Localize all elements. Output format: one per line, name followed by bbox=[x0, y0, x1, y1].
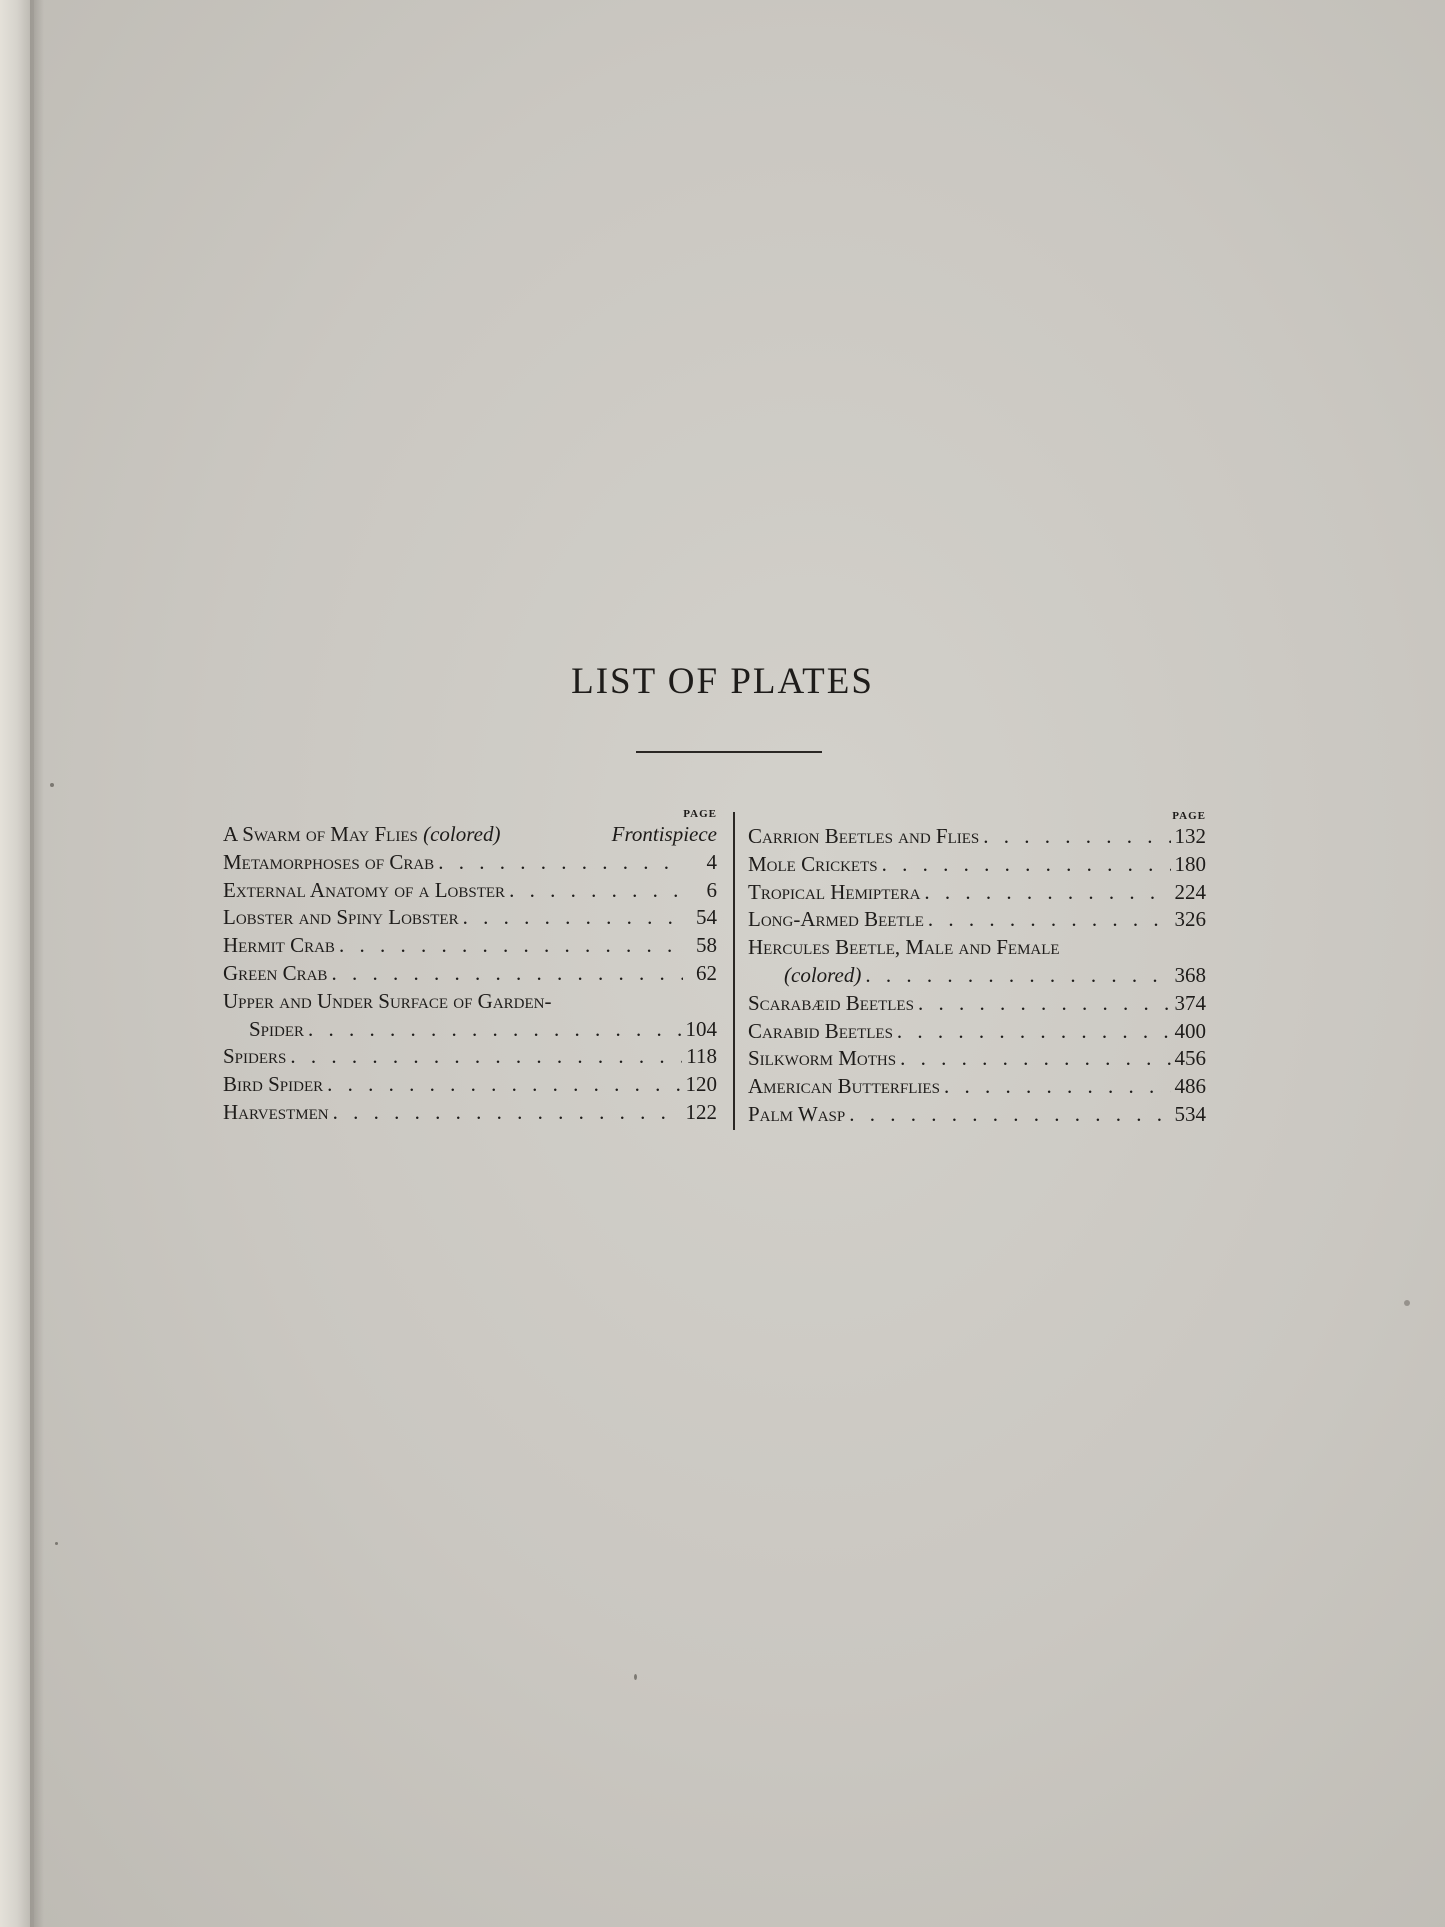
plate-title-text: Metamorphoses of Crab bbox=[223, 849, 435, 874]
plate-entry bbox=[223, 821, 717, 849]
gutter-shadow bbox=[30, 0, 44, 1927]
plate-page-number: 534 bbox=[1174, 1101, 1206, 1126]
plate-title bbox=[784, 962, 861, 990]
plate-page-number: 4 bbox=[706, 849, 717, 874]
plate-title-text: Hermit Crab bbox=[223, 933, 335, 958]
plate-title bbox=[223, 821, 500, 849]
plate-entry bbox=[223, 849, 717, 877]
plate-title-text: Spider bbox=[249, 1016, 305, 1041]
plate-entry bbox=[223, 960, 717, 988]
plate-title bbox=[223, 960, 327, 988]
plate-title bbox=[748, 906, 924, 934]
dot-leader bbox=[983, 823, 1170, 851]
paper-speck bbox=[1404, 1300, 1410, 1306]
plate-entry bbox=[223, 1071, 717, 1099]
plate-title-text: Hercules Beetle, Male and Female bbox=[748, 935, 1060, 960]
plate-title bbox=[223, 932, 335, 960]
paper-speck bbox=[55, 1542, 58, 1545]
plate-title bbox=[748, 851, 878, 879]
plate-title-text: Silkworm Moths bbox=[748, 1046, 897, 1071]
plates-list-left bbox=[223, 808, 717, 1127]
plate-page-number: 400 bbox=[1174, 1018, 1206, 1043]
plate-entry bbox=[223, 1043, 717, 1071]
plate-title-text: Carrion Beetles and Flies bbox=[748, 824, 980, 848]
plate-page-number: 180 bbox=[1174, 851, 1206, 876]
plate-entry bbox=[223, 877, 717, 905]
plate-entry bbox=[748, 962, 1206, 990]
dot-leader bbox=[327, 1071, 681, 1099]
plate-title-text: Spiders bbox=[223, 1044, 287, 1069]
plate-title bbox=[748, 1101, 845, 1129]
dot-leader bbox=[882, 851, 1171, 879]
plate-title bbox=[748, 1018, 893, 1046]
plate-title bbox=[223, 1099, 329, 1127]
plate-entry bbox=[748, 879, 1206, 907]
plate-entry bbox=[748, 1101, 1206, 1129]
plate-page-number: 132 bbox=[1174, 824, 1206, 848]
plate-page-number: 122 bbox=[685, 1099, 717, 1124]
plate-title-text: Palm Wasp bbox=[748, 1101, 846, 1126]
plate-title-text: External Anatomy of a Lobster bbox=[223, 877, 506, 902]
plate-title bbox=[223, 849, 434, 877]
plate-entry bbox=[223, 904, 717, 932]
plate-page-number: 120 bbox=[685, 1072, 717, 1097]
plate-title bbox=[748, 990, 914, 1018]
dot-leader bbox=[928, 906, 1171, 934]
plate-title-text: Bird Spider bbox=[223, 1072, 324, 1097]
dot-leader bbox=[333, 1099, 682, 1127]
plate-entry bbox=[748, 851, 1206, 879]
paper-speck bbox=[634, 1674, 637, 1680]
plate-title-text: Carabid Beetles bbox=[748, 1018, 893, 1043]
plate-title-text: Green Crab bbox=[223, 960, 328, 985]
plate-page-number: 224 bbox=[1174, 879, 1206, 904]
plate-title-text: American Butterflies bbox=[748, 1074, 940, 1099]
plate-title-text: Scarabæid Beetles bbox=[748, 990, 914, 1015]
plate-entry bbox=[223, 988, 717, 1016]
dot-leader bbox=[463, 904, 683, 932]
plate-title bbox=[748, 823, 979, 851]
plate-entry bbox=[748, 934, 1206, 962]
plate-title-text: Tropical Hemiptera bbox=[748, 879, 921, 904]
plate-title bbox=[223, 877, 505, 905]
plate-page-number: Frontispiece bbox=[611, 822, 717, 846]
plate-title bbox=[748, 1045, 896, 1073]
dot-leader bbox=[918, 990, 1171, 1018]
plate-page-number: 374 bbox=[1174, 990, 1206, 1015]
plate-entry bbox=[223, 1099, 717, 1127]
plate-page-number: 456 bbox=[1174, 1046, 1206, 1071]
dot-leader bbox=[308, 1016, 681, 1044]
plate-entry bbox=[748, 990, 1206, 1018]
dot-leader bbox=[944, 1073, 1171, 1101]
plate-page-number: 326 bbox=[1174, 907, 1206, 932]
plate-page-number: 6 bbox=[706, 877, 717, 902]
plate-page-number: 104 bbox=[685, 1016, 717, 1041]
plate-title bbox=[223, 904, 459, 932]
plate-entry bbox=[748, 906, 1206, 934]
plate-title-text: Harvestmen bbox=[223, 1099, 329, 1124]
dot-leader bbox=[331, 960, 683, 988]
plates-list-right bbox=[748, 810, 1206, 1129]
column-divider bbox=[733, 812, 735, 1130]
plate-note: (colored) bbox=[784, 962, 862, 987]
plate-entry bbox=[748, 823, 1206, 851]
plate-note: (colored) bbox=[423, 822, 501, 846]
plate-title bbox=[748, 934, 1060, 962]
dot-leader bbox=[438, 849, 683, 877]
plate-title-text: Lobster and Spiny Lobster bbox=[223, 905, 459, 930]
plate-entry bbox=[223, 932, 717, 960]
plate-entry bbox=[223, 1016, 717, 1044]
plate-title bbox=[748, 879, 920, 907]
plate-title-text: Upper and Under Surface of Garden- bbox=[223, 988, 552, 1013]
plate-page-number: 54 bbox=[696, 905, 717, 930]
title-rule bbox=[636, 751, 822, 753]
plate-title bbox=[223, 1043, 286, 1071]
paper-speck bbox=[50, 783, 54, 787]
dot-leader bbox=[509, 877, 683, 905]
plate-title bbox=[223, 988, 552, 1016]
plate-title-text: A Swarm of May Flies bbox=[223, 822, 418, 846]
plate-entry bbox=[748, 1045, 1206, 1073]
dot-leader bbox=[897, 1018, 1171, 1046]
dot-leader bbox=[339, 932, 683, 960]
page-column-header: PAGE bbox=[1172, 810, 1206, 822]
dot-leader bbox=[290, 1043, 682, 1071]
dot-leader bbox=[865, 962, 1170, 990]
dot-leader bbox=[924, 879, 1170, 907]
dot-leader bbox=[900, 1045, 1170, 1073]
plate-page-number: 62 bbox=[696, 960, 717, 985]
plate-page-number: 118 bbox=[686, 1044, 717, 1069]
page-title: LIST OF PLATES bbox=[571, 661, 874, 702]
plate-title bbox=[223, 1071, 323, 1099]
plate-title bbox=[249, 1016, 304, 1044]
plate-title bbox=[748, 1073, 940, 1101]
plate-entry bbox=[748, 1073, 1206, 1101]
plate-title-text: Long-Armed Beetle bbox=[748, 907, 924, 932]
page-column-header: PAGE bbox=[683, 808, 717, 820]
plate-entry bbox=[748, 1018, 1206, 1046]
plate-title-text: Mole Crickets bbox=[748, 851, 878, 876]
dot-leader bbox=[849, 1101, 1170, 1129]
plate-page-number: 58 bbox=[696, 933, 717, 958]
plate-page-number: 486 bbox=[1174, 1074, 1206, 1099]
plate-page-number: 368 bbox=[1174, 962, 1206, 987]
facing-page-edge bbox=[0, 0, 34, 1927]
